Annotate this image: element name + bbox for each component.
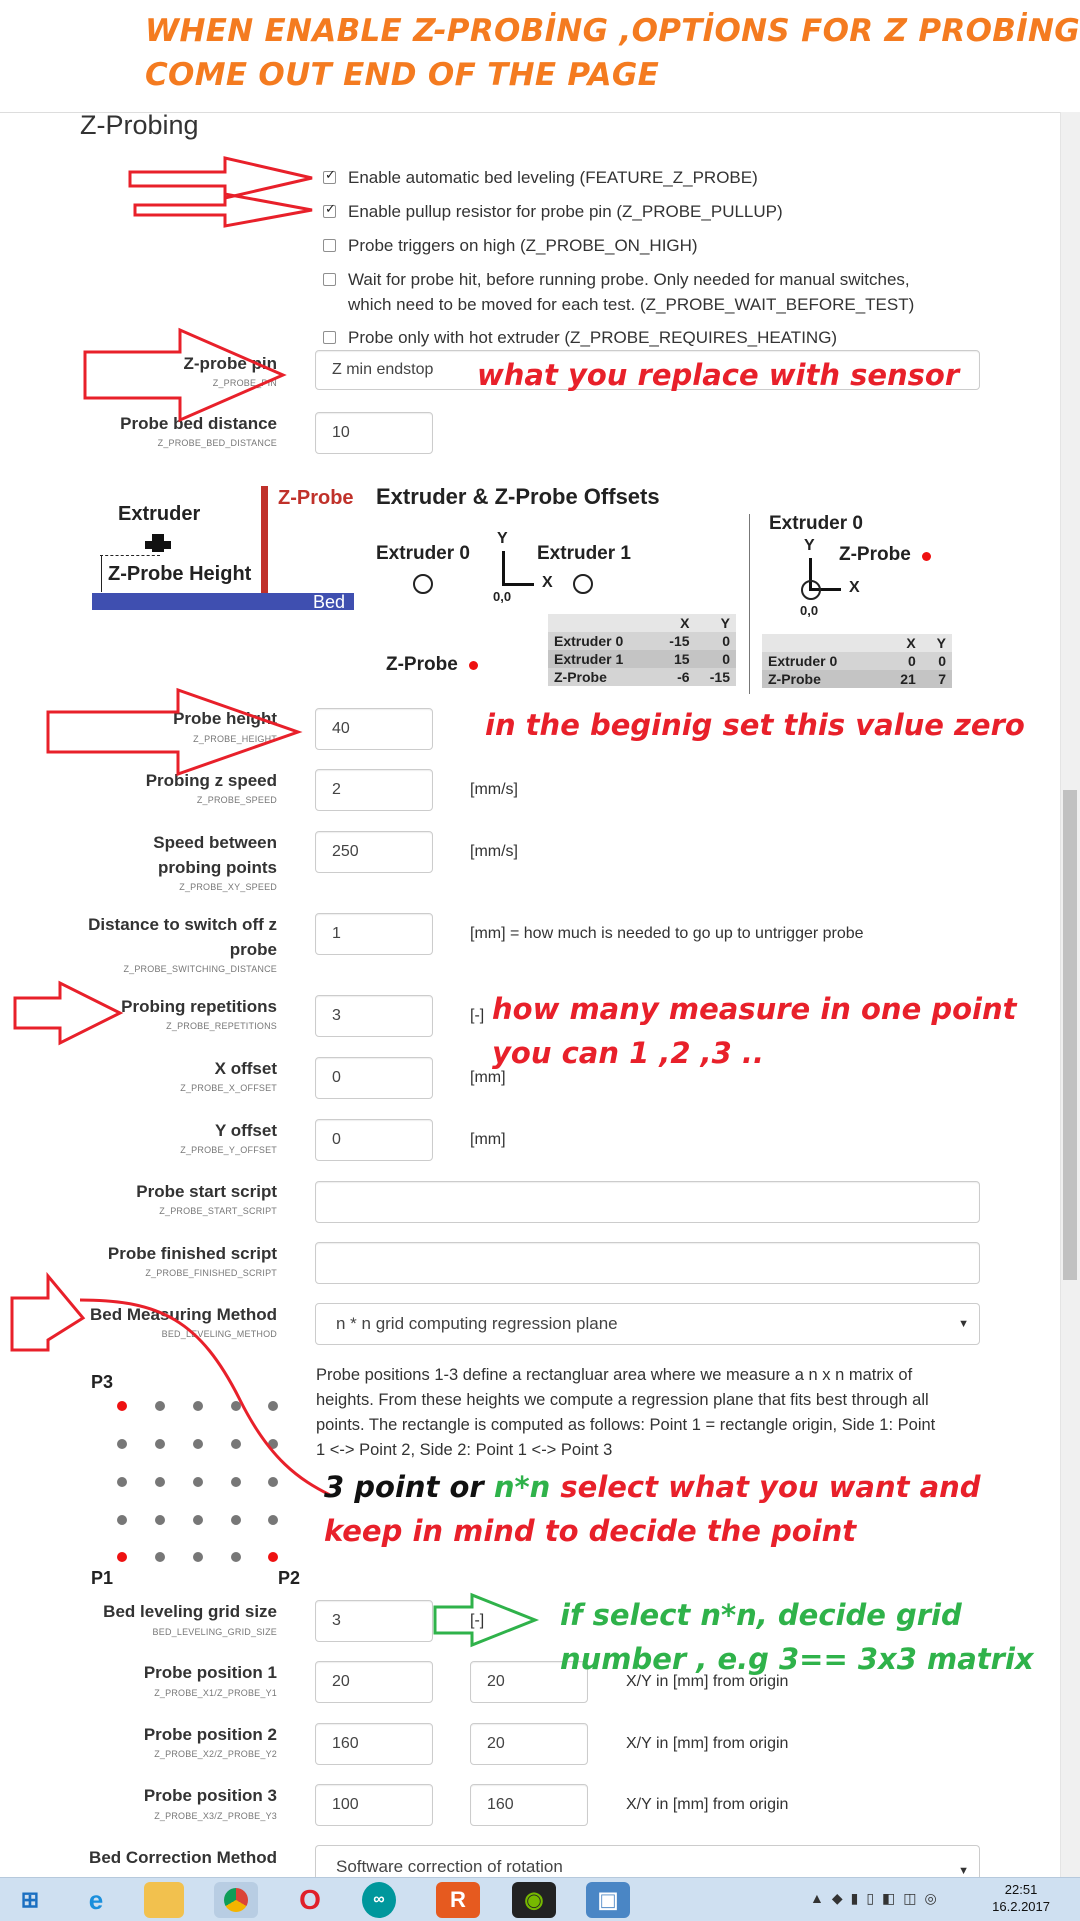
field-label-zpin: Z-probe pin	[183, 354, 277, 373]
field-label-switching-2: probe	[229, 940, 277, 959]
bed-label: Bed	[313, 592, 346, 612]
diagram-extruder-label: Extruder	[118, 503, 201, 525]
field-sub-xyspeed: Z_PROBE_XY_SPEED	[179, 882, 277, 892]
zspeed-unit: [mm/s]	[470, 781, 518, 798]
chevron-down-icon: ▼	[958, 1865, 969, 1877]
field-label-height: Probe height	[173, 709, 277, 728]
photo-icon[interactable]: ▣	[586, 1882, 630, 1918]
pos3-x-input[interactable]: 100	[315, 1784, 433, 1826]
annotation-select: 3 point or n*n select what you want and	[324, 1470, 981, 1504]
xyspeed-input[interactable]: 250	[315, 831, 433, 873]
probe-height-input[interactable]: 40	[315, 708, 433, 750]
bed-distance-input[interactable]: 10	[315, 412, 433, 454]
checkbox-label: Enable automatic bed leveling (FEATURE_Z_PROBE)	[348, 168, 758, 187]
arrow-5	[15, 983, 120, 1043]
annotation-sensor: what you replace with sensor	[477, 358, 960, 392]
arduino-icon[interactable]: ∞	[362, 1882, 396, 1918]
field-label-finished-script: Probe finished script	[107, 1244, 277, 1263]
annotation-grid-2: number , e.g 3== 3x3 matrix	[560, 1642, 1034, 1676]
internet-explorer-icon[interactable]: e	[88, 1884, 104, 1915]
field-label-bed-distance: Probe bed distance	[120, 414, 277, 433]
file-explorer-icon[interactable]	[144, 1882, 184, 1918]
correction-select-value: Software correction of rotation	[336, 1857, 563, 1876]
field-sub-xoffset: Z_PROBE_X_OFFSET	[180, 1083, 277, 1093]
arrow-1	[130, 158, 312, 198]
right-axis-y-label: Y	[804, 537, 815, 554]
arrow-6	[12, 1276, 83, 1350]
field-label-pos1: Probe position 1	[143, 1663, 277, 1682]
diagram-right-ext0-label: Extruder 0	[769, 513, 863, 534]
diagram-zprobe-point-label: Z-Probe	[386, 654, 458, 675]
arrow-3	[85, 330, 283, 420]
diagram-ext1-label: Extruder 1	[537, 543, 631, 564]
tray-icons[interactable]: ▲◆▮▯◧◫◎	[810, 1890, 945, 1906]
field-label-switching-1: Distance to switch off z	[88, 915, 277, 934]
field-label-correction: Bed Correction Method	[89, 1848, 277, 1867]
switching-unit: [mm] = how much is needed to go up to untrigger probe	[470, 925, 864, 942]
pos1-unit: X/Y in [mm] from origin	[626, 1673, 789, 1690]
field-sub-yoffset: Z_PROBE_Y_OFFSET	[180, 1145, 277, 1155]
method-select-value: n * n grid computing regression plane	[336, 1314, 618, 1333]
annotation-select-2: keep in mind to decide the point	[324, 1514, 857, 1548]
grid-p1-label: P1	[91, 1568, 114, 1588]
diagram-ext0-label: Extruder 0	[376, 543, 470, 564]
field-sub-method: BED_LEVELING_METHOD	[161, 1329, 277, 1339]
pos3-y-input[interactable]: 160	[470, 1784, 588, 1826]
field-sub-start-script: Z_PROBE_START_SCRIPT	[159, 1206, 277, 1216]
arrow-green	[435, 1595, 535, 1645]
grid-p3-label: P3	[91, 1372, 114, 1392]
field-sub-bed-distance: Z_PROBE_BED_DISTANCE	[157, 438, 277, 448]
grid-size-unit: [-]	[470, 1612, 485, 1629]
right-axis-origin-label: 0,0	[800, 603, 819, 618]
field-label-yoffset: Y offset	[214, 1121, 277, 1140]
diagram-zprobe-label: Z-Probe	[278, 487, 354, 509]
checkbox-label: Probe triggers on high (Z_PROBE_ON_HIGH)	[348, 236, 698, 255]
method-description: Probe positions 1-3 define a rectangluar area where we measure a n x n matrix of heights. From these heights we compute a regression plane that fits best through all points. The rectangle is computed as follows: Point 1 = rectangle origin, Side 1: Point 1 <-> Point 2, Side 2: Point 1 <-> Point 3	[316, 1366, 936, 1459]
offset-table-left: X Y Extruder 0 -15 0 Extruder 1 15 0 Z-Probe -6 -15	[548, 614, 736, 686]
field-label-start-script: Probe start script	[136, 1182, 277, 1201]
arrow-curve	[80, 1300, 330, 1495]
arrow-2	[135, 194, 312, 226]
arrow-4	[48, 690, 298, 774]
repetier-icon[interactable]: R	[436, 1882, 480, 1918]
chrome-icon[interactable]	[214, 1882, 258, 1918]
section-title: Z-Probing	[80, 110, 199, 140]
opera-icon[interactable]: O	[299, 1884, 321, 1915]
field-label-grid-size: Bed leveling grid size	[103, 1602, 277, 1621]
banner-line-2: COME OUT END OF THE PAGE	[145, 57, 660, 93]
field-sub-pos2: Z_PROBE_X2/Z_PROBE_Y2	[154, 1749, 277, 1759]
xoffset-unit: [mm]	[470, 1069, 506, 1086]
axis-x-label: X	[542, 574, 553, 591]
grid-size-input[interactable]: 3	[315, 1600, 433, 1642]
pos2-x-input[interactable]: 160	[315, 1723, 433, 1765]
annotation-grid-1: if select n*n, decide grid	[560, 1598, 962, 1632]
checkbox-label: Enable pullup resistor for probe pin (Z_PROBE_PULLUP)	[348, 202, 783, 221]
pos1-x-input[interactable]: 20	[315, 1661, 433, 1703]
taskbar-clock[interactable]: 22:51 16.2.2017	[992, 1882, 1050, 1914]
annotation-measure-2: you can 1 ,2 ,3 ..	[492, 1036, 764, 1070]
checkbox-label: Probe only with hot extruder (Z_PROBE_REQUIRES_HEATING)	[348, 328, 838, 347]
zspeed-input[interactable]: 2	[315, 769, 433, 811]
pos3-unit: X/Y in [mm] from origin	[626, 1796, 789, 1813]
repetitions-input[interactable]: 3	[315, 995, 433, 1037]
pos2-unit: X/Y in [mm] from origin	[626, 1735, 789, 1752]
field-label-zspeed: Probing z speed	[145, 771, 277, 790]
zpin-select[interactable]: Z min endstop	[315, 350, 980, 390]
offset-table-right: X Y Extruder 0 0 0 Z-Probe 21 7	[762, 634, 952, 688]
field-sub-height: Z_PROBE_HEIGHT	[193, 734, 277, 744]
repetitions-unit: [-]	[470, 1007, 485, 1024]
chevron-down-icon: ▼	[958, 1318, 969, 1330]
field-sub-pos3: Z_PROBE_X3/Z_PROBE_Y3	[154, 1811, 277, 1821]
field-sub-zspeed: Z_PROBE_SPEED	[196, 795, 277, 805]
yoffset-unit: [mm]	[470, 1131, 506, 1148]
field-label-repetitions: Probing repetitions	[121, 997, 277, 1016]
banner-line-1: WHEN ENABLE Z-PROBİNG ,OPTİONS FOR Z PROBİNG	[145, 13, 1080, 49]
field-sub-switching: Z_PROBE_SWITCHING_DISTANCE	[123, 964, 277, 974]
annotation-zero: in the beginig set this value zero	[485, 708, 1025, 742]
axis-y-label: Y	[497, 530, 508, 547]
diagram-title: Extruder & Z-Probe Offsets	[376, 484, 660, 509]
axis-origin-label: 0,0	[493, 589, 512, 604]
windows-taskbar	[0, 1877, 1080, 1921]
windows-start-icon[interactable]: ⊞	[20, 1887, 40, 1912]
field-sub-pos1: Z_PROBE_X1/Z_PROBE_Y1	[154, 1688, 277, 1698]
field-label-pos2: Probe position 2	[143, 1725, 277, 1744]
diagram-probe-height-label: Z-Probe Height	[108, 563, 252, 585]
checkbox-label: which need to be moved for each test. (Z_PROBE_WAIT_BEFORE_TEST)	[348, 295, 915, 314]
xyspeed-unit: [mm/s]	[470, 843, 518, 860]
nvidia-icon[interactable]: ◉	[512, 1882, 556, 1918]
field-sub-repetitions: Z_PROBE_REPETITIONS	[166, 1021, 277, 1031]
pos1-y-input[interactable]: 20	[470, 1661, 588, 1703]
pos2-y-input[interactable]: 20	[470, 1723, 588, 1765]
checkbox-label: Wait for probe hit, before running probe. Only needed for manual switches,	[348, 270, 910, 289]
xoffset-input[interactable]: 0	[315, 1057, 433, 1099]
switching-distance-input[interactable]: 1	[315, 913, 433, 955]
field-label-xyspeed-1: Speed between	[153, 833, 277, 852]
field-label-method: Bed Measuring Method	[89, 1305, 277, 1324]
right-zprobe-label: Z-Probe	[839, 544, 911, 565]
field-label-pos3: Probe position 3	[143, 1786, 277, 1805]
field-label-xoffset: X offset	[214, 1059, 277, 1078]
field-label-xyspeed-2: probing points	[158, 858, 277, 877]
annotation-measure-1: how many measure in one point	[492, 992, 1017, 1026]
right-axis-x-label: X	[849, 579, 860, 596]
yoffset-input[interactable]: 0	[315, 1119, 433, 1161]
field-sub-zpin: Z_PROBE_PIN	[212, 378, 277, 388]
grid-p2-label: P2	[278, 1568, 301, 1588]
field-sub-grid-size: BED_LEVELING_GRID_SIZE	[152, 1627, 277, 1637]
field-sub-finished-script: Z_PROBE_FINISHED_SCRIPT	[145, 1268, 277, 1278]
